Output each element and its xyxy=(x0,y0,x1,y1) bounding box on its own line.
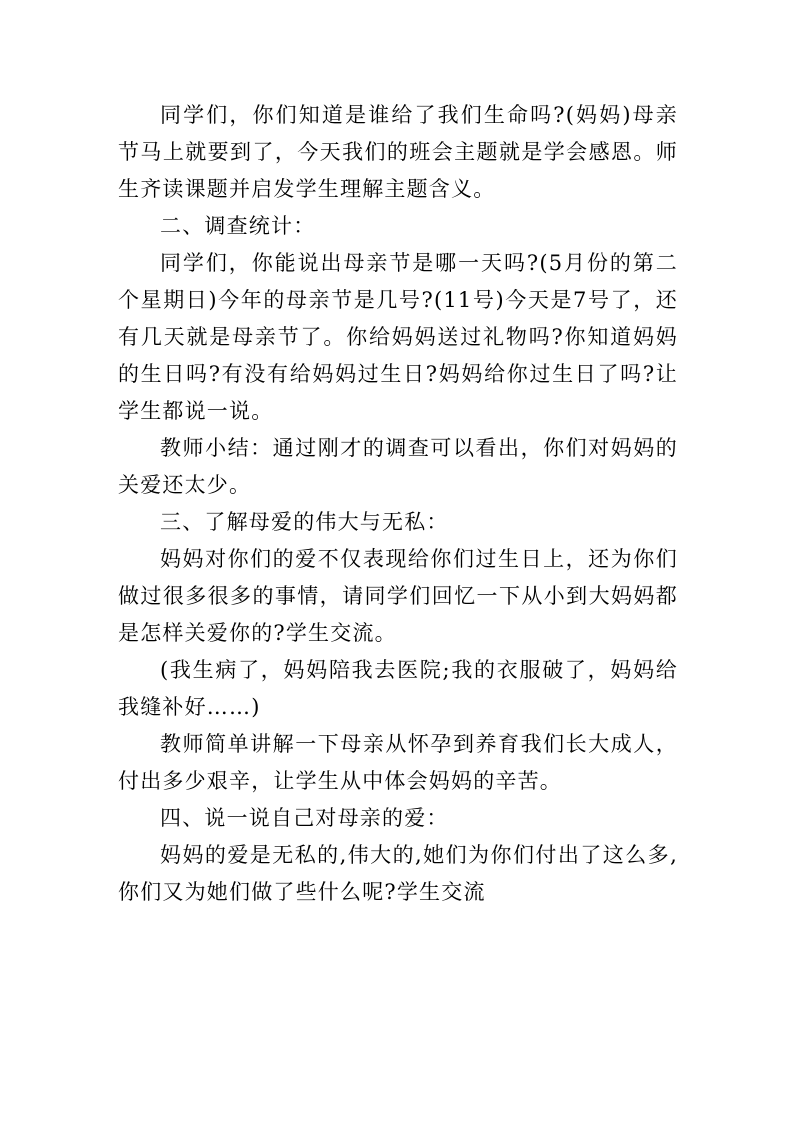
paragraph-mother-love: 妈妈对你们的爱不仅表现给你们过生日上，还为你们做过很多很多的事情，请同学们回忆一下从小到大妈妈都是怎样关爱你的?学生交流。 xyxy=(118,547,678,645)
paragraph-teacher-summary: 教师小结：通过刚才的调查可以看出，你们对妈妈的关爱还太少。 xyxy=(118,436,678,497)
paragraph-examples: (我生病了，妈妈陪我去医院;我的衣服破了，妈妈给我缝补好……) xyxy=(118,658,678,719)
section-heading-survey: 二、调查统计： xyxy=(160,214,316,238)
paragraph-survey: 同学们，你能说出母亲节是哪一天吗?(5月份的第二个星期日)今年的母亲节是几号?(11号)今天是7号了，还有几天就是母亲节了。你给妈妈送过礼物吗?你知道妈妈的生日吗?有没有给妈妈过生日?妈妈给你过生日了吗?让学生都说一说。 xyxy=(118,251,678,423)
document-body xyxy=(118,97,678,911)
paragraph-speak-love: 妈妈的爱是无私的,伟大的,她们为你们付出了这么多,你们又为她们做了些什么呢?学生交流 xyxy=(118,843,678,904)
paragraph-intro: 同学们，你们知道是谁给了我们生命吗?(妈妈)母亲节马上就要到了，今天我们的班会主题就是学会感恩。师生齐读课题并启发学生理解主题含义。 xyxy=(118,103,678,201)
paragraph-teacher-explanation: 教师简单讲解一下母亲从怀孕到养育我们长大成人，付出多少艰辛，让学生从中体会妈妈的辛苦。 xyxy=(118,732,678,793)
section-heading-mother-love: 三、了解母爱的伟大与无私： xyxy=(160,510,449,534)
section-heading-speak-love: 四、说一说自己对母亲的爱： xyxy=(160,806,449,830)
